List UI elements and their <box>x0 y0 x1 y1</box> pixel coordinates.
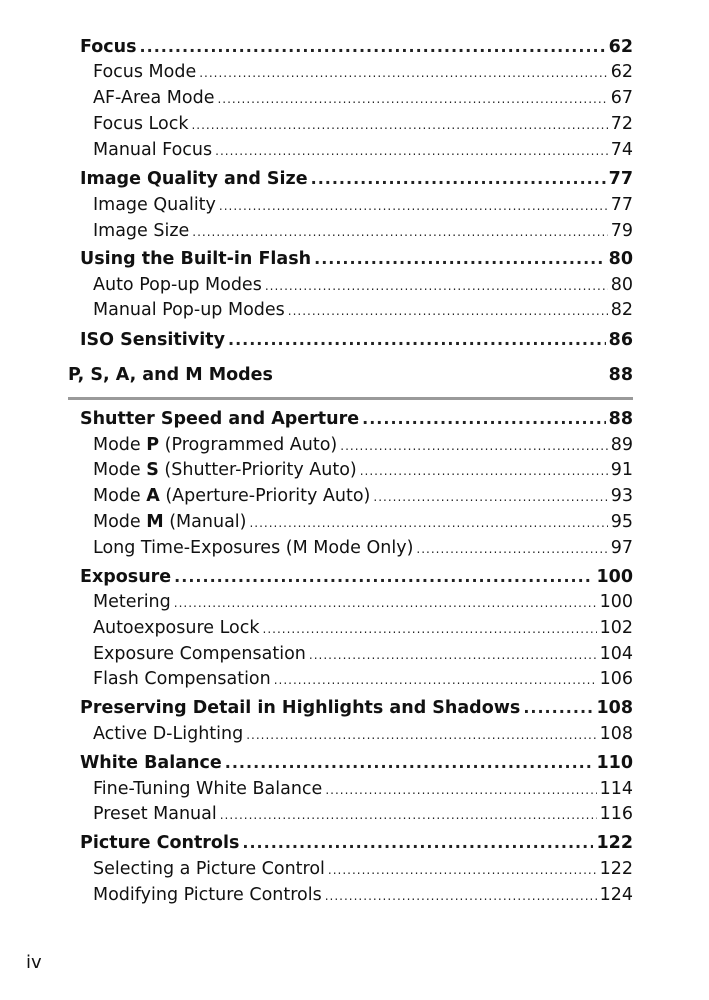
leader-dots <box>140 37 606 56</box>
toc-title: Focus Lock <box>93 114 189 134</box>
leader-dots <box>174 596 597 610</box>
toc-entry[interactable] <box>93 618 633 638</box>
toc-entry[interactable] <box>93 644 633 664</box>
toc-page-number: 124 <box>599 885 633 905</box>
chapter-heading[interactable] <box>68 365 633 385</box>
mode-letter: A <box>146 486 160 506</box>
mode-letter: S <box>146 460 159 480</box>
leader-dots <box>191 118 607 132</box>
toc-entry[interactable] <box>93 140 633 160</box>
leader-dots <box>325 889 597 903</box>
leader-dots <box>228 330 606 349</box>
mode-letter: M <box>146 512 164 532</box>
toc-title: Exposure <box>80 567 172 587</box>
toc-page-number: 108 <box>596 698 633 718</box>
leader-dots <box>288 304 608 318</box>
toc-page-number: 104 <box>599 644 633 664</box>
leader-dots <box>309 648 597 662</box>
toc-title: Image Quality <box>93 195 216 215</box>
toc-page-number: 114 <box>599 779 633 799</box>
toc-title: Image Quality and Size <box>80 169 308 189</box>
toc-entry[interactable] <box>93 512 633 532</box>
toc-page-number: 79 <box>610 221 633 241</box>
toc-page-number: 102 <box>599 618 633 638</box>
toc-page-number: 77 <box>610 195 633 215</box>
toc-entry-section[interactable] <box>80 698 633 718</box>
leader-dots <box>314 249 606 268</box>
toc-entry-section[interactable] <box>80 169 633 189</box>
leader-dots <box>340 439 607 453</box>
toc-page-number: 80 <box>610 275 633 295</box>
toc-entry-section[interactable] <box>80 37 633 57</box>
toc-title: Auto Pop-up Modes <box>93 275 262 295</box>
chapter-page-number: 88 <box>608 365 633 385</box>
toc-page-number: 100 <box>599 592 633 612</box>
toc-entry[interactable] <box>93 885 633 905</box>
toc-title: Preset Manual <box>93 804 217 824</box>
toc-entry-section[interactable] <box>80 409 633 429</box>
toc-entry-section[interactable] <box>80 567 633 587</box>
chapter-rule <box>68 397 633 400</box>
toc-page-number: 91 <box>610 460 633 480</box>
toc-page-number: 122 <box>596 833 633 853</box>
toc-page-number: 77 <box>608 169 633 189</box>
leader-dots <box>274 673 597 687</box>
leader-dots <box>174 567 593 586</box>
toc-page-number: 72 <box>610 114 633 134</box>
toc-entry[interactable] <box>93 669 633 689</box>
toc-page-number: 97 <box>610 538 633 558</box>
toc-entry[interactable] <box>93 275 633 295</box>
toc-title: AF-Area Mode <box>93 88 215 108</box>
toc-title: Image Size <box>93 221 190 241</box>
leader-dots <box>217 92 607 106</box>
toc-entry[interactable] <box>93 62 633 82</box>
toc-title: Mode M (Manual) <box>93 512 247 532</box>
toc-title: Focus Mode <box>93 62 197 82</box>
toc-page-number: 82 <box>610 300 633 320</box>
toc-page-number: 74 <box>610 140 633 160</box>
toc-title: Exposure Compensation <box>93 644 306 664</box>
toc-title: Preserving Detail in Highlights and Shadows <box>80 698 521 718</box>
toc-page-number: 62 <box>610 62 633 82</box>
toc-title: Manual Focus <box>93 140 213 160</box>
toc-page-number: 122 <box>599 859 633 879</box>
toc-entry[interactable] <box>93 300 633 320</box>
toc-entry[interactable] <box>93 195 633 215</box>
toc-page-number: 62 <box>608 37 633 57</box>
leader-dots <box>249 516 607 530</box>
toc-title: Long Time-Exposures (M Mode Only) <box>93 538 414 558</box>
toc-entry[interactable] <box>93 460 633 480</box>
toc-title: Mode P (Programmed Auto) <box>93 435 338 455</box>
toc-title: Modifying Picture Controls <box>93 885 322 905</box>
toc-entry[interactable] <box>93 859 633 879</box>
toc-title: Flash Compensation <box>93 669 271 689</box>
toc-page-number: 116 <box>599 804 633 824</box>
toc-entry[interactable] <box>93 804 633 824</box>
toc-page-number: 110 <box>596 753 633 773</box>
toc-title: Metering <box>93 592 171 612</box>
toc-entry[interactable] <box>93 221 633 241</box>
leader-dots <box>416 542 607 556</box>
toc-page-number: 88 <box>608 409 633 429</box>
toc-title: Autoexposure Lock <box>93 618 260 638</box>
toc-page-number: 89 <box>610 435 633 455</box>
leader-dots <box>220 808 597 822</box>
toc-entry[interactable] <box>93 538 633 558</box>
toc-page-number: 86 <box>608 330 633 350</box>
leader-dots <box>192 225 607 239</box>
toc-title: Selecting a Picture Control <box>93 859 325 879</box>
toc-title: Fine-Tuning White Balance <box>93 779 323 799</box>
toc-page-number: 106 <box>599 669 633 689</box>
chapter-title: P, S, A, and M Modes <box>68 365 273 385</box>
toc-title: Focus <box>80 37 137 57</box>
leader-dots <box>362 409 606 428</box>
toc-page-number: 100 <box>596 567 633 587</box>
leader-dots <box>523 698 593 717</box>
leader-dots <box>215 144 608 158</box>
toc-page-number: 80 <box>608 249 633 269</box>
toc-title: Active D-Lighting <box>93 724 244 744</box>
page-folio: iv <box>26 952 42 973</box>
toc-page-number: 108 <box>599 724 633 744</box>
toc-title: Manual Pop-up Modes <box>93 300 285 320</box>
toc-entry-section[interactable] <box>80 833 633 853</box>
leader-dots <box>246 728 596 742</box>
leader-dots <box>263 622 597 636</box>
leader-dots <box>242 833 593 852</box>
toc-entry[interactable] <box>93 724 633 744</box>
toc-title: Using the Built-in Flash <box>80 249 312 269</box>
toc-title: Mode S (Shutter-Priority Auto) <box>93 460 357 480</box>
leader-dots <box>225 753 594 772</box>
toc-title: Mode A (Aperture-Priority Auto) <box>93 486 371 506</box>
toc-entry-section[interactable] <box>80 330 633 350</box>
toc-page-number: 95 <box>610 512 633 532</box>
toc-page-number: 67 <box>610 88 633 108</box>
leader-dots <box>373 490 607 504</box>
toc-entry[interactable] <box>93 114 633 134</box>
toc-title: ISO Sensitivity <box>80 330 225 350</box>
toc-entry[interactable] <box>93 88 633 108</box>
toc-entry[interactable] <box>93 779 633 799</box>
leader-dots <box>328 863 597 877</box>
toc-entry[interactable] <box>93 435 633 455</box>
toc-entry-section[interactable] <box>80 753 633 773</box>
leader-dots <box>325 783 596 797</box>
leader-dots <box>311 169 606 188</box>
toc-entry[interactable] <box>93 486 633 506</box>
toc-entry[interactable] <box>93 592 633 612</box>
toc-page-number: 93 <box>610 486 633 506</box>
leader-dots <box>199 66 607 80</box>
toc-title: White Balance <box>80 753 222 773</box>
mode-letter: P <box>146 435 160 455</box>
toc-title: Picture Controls <box>80 833 240 853</box>
leader-dots <box>265 279 608 293</box>
leader-dots <box>360 464 608 478</box>
toc-entry-section[interactable] <box>80 249 633 269</box>
leader-dots <box>219 199 608 213</box>
toc-title: Shutter Speed and Aperture <box>80 409 360 429</box>
